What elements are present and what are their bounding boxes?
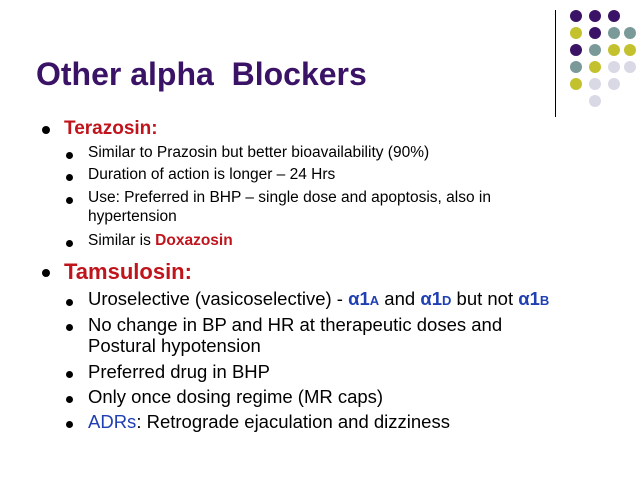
uroselective-prefix: Uroselective (vasicoselective) - xyxy=(88,288,349,309)
alpha1b-sub: B xyxy=(539,293,550,308)
tamsulosin-dosing: Only once dosing regime (MR caps) xyxy=(88,386,384,407)
tamsulosin-preferred: Preferred drug in BHP xyxy=(88,361,271,382)
adrs-label: ADRs xyxy=(88,411,137,432)
similar-prefix: Similar is xyxy=(88,232,156,249)
but-not-text: but not xyxy=(451,288,519,309)
alpha1d-sub: D xyxy=(442,293,452,308)
tamsulosin-adrs xyxy=(88,411,450,433)
bullet-marker xyxy=(42,126,50,134)
alpha1b-main: α1 xyxy=(518,288,540,309)
bullet-marker xyxy=(66,396,73,403)
tamsulosin-heading: Tamsulosin: xyxy=(64,259,192,284)
bullet-marker xyxy=(42,269,50,277)
terazosin-point: Use: Preferred in BHP – single dose and apoptosis, also in xyxy=(88,189,491,206)
tamsulosin-no-change-continued: Postural hypotension xyxy=(88,335,261,356)
terazosin-point: Duration of action is longer – 24 Hrs xyxy=(88,166,336,183)
terazosin-point-continued: hypertension xyxy=(88,208,177,225)
bullet-marker xyxy=(66,299,73,306)
doxazosin-drug: Doxazosin xyxy=(155,232,233,249)
alpha1b-receptor xyxy=(518,288,549,309)
adrs-text: : Retrograde ejaculation and dizziness xyxy=(136,411,450,432)
slide-title: Other alpha Blockers xyxy=(36,56,367,92)
bullet-marker xyxy=(66,152,73,159)
terazosin-heading: Terazosin: xyxy=(64,118,158,139)
alpha1d-receptor xyxy=(420,288,451,309)
bullet-marker xyxy=(66,197,73,204)
bullet-marker xyxy=(66,324,73,331)
alpha1a-sub: A xyxy=(369,293,380,308)
tamsulosin-uroselective xyxy=(88,288,549,310)
bullet-marker xyxy=(66,240,73,247)
bullet-marker xyxy=(66,421,73,428)
alpha1d-main: α1 xyxy=(420,288,442,309)
alpha1a-receptor xyxy=(348,288,379,309)
alpha1a-main: α1 xyxy=(348,288,370,309)
bullet-marker xyxy=(66,371,73,378)
tamsulosin-no-change: No change in BP and HR at therapeutic doses and xyxy=(88,314,503,335)
terazosin-point: Similar to Prazosin but better bioavailability (90%) xyxy=(88,144,430,161)
terazosin-similar xyxy=(88,232,233,250)
and-text: and xyxy=(379,288,421,309)
bullet-marker xyxy=(66,174,73,181)
